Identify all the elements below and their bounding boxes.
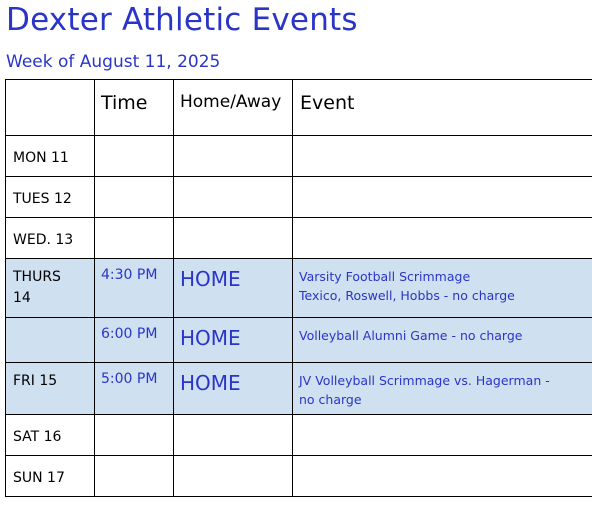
- page-title: Dexter Athletic Events: [6, 2, 358, 38]
- event-cell: Volleyball Alumni Game - no charge: [293, 318, 592, 363]
- event-title: Varsity Football Scrimmage: [299, 269, 471, 284]
- header-time: Time: [95, 80, 174, 136]
- event-cell: [293, 177, 592, 218]
- day-cell: MON 11: [6, 136, 95, 177]
- day-cell: SAT 16: [6, 415, 95, 456]
- time-cell: [95, 177, 174, 218]
- home-away-cell: [174, 177, 293, 218]
- day-cell: SUN 17: [6, 456, 95, 497]
- home-away-cell: HOME: [174, 318, 293, 363]
- event-detail: no charge: [299, 392, 362, 407]
- time-cell: 6:00 PM: [95, 318, 174, 363]
- home-away-cell: [174, 456, 293, 497]
- schedule-table: [5, 79, 592, 497]
- time-cell: 5:00 PM: [95, 363, 174, 415]
- event-cell: [293, 218, 592, 259]
- table-row-thurs: [6, 259, 592, 318]
- header-day: [6, 80, 95, 136]
- event-detail: Texico, Roswell, Hobbs - no charge: [299, 288, 515, 303]
- table-row-sat: [6, 415, 592, 456]
- day-cell: FRI 15: [6, 363, 95, 415]
- event-cell: [293, 259, 592, 318]
- table-row-thurs-2: [6, 318, 592, 363]
- header-event: Event: [293, 80, 592, 136]
- day-cell: WED. 13: [6, 218, 95, 259]
- event-cell: [293, 136, 592, 177]
- event-cell: [293, 415, 592, 456]
- event-cell: [293, 456, 592, 497]
- table-row-fri: [6, 363, 592, 415]
- table-row-wed: [6, 218, 592, 259]
- day-cell: [6, 318, 95, 363]
- table-row-sun: [6, 456, 592, 497]
- time-cell: [95, 136, 174, 177]
- home-away-cell: HOME: [174, 363, 293, 415]
- time-cell: [95, 415, 174, 456]
- home-away-cell: [174, 415, 293, 456]
- day-cell: TUES 12: [6, 177, 95, 218]
- home-away-cell: HOME: [174, 259, 293, 318]
- table-row-tues: [6, 177, 592, 218]
- event-cell: [293, 363, 592, 415]
- time-cell: [95, 218, 174, 259]
- day-cell: [6, 259, 95, 318]
- home-away-cell: [174, 218, 293, 259]
- home-away-cell: [174, 136, 293, 177]
- time-cell: 4:30 PM: [95, 259, 174, 318]
- day-number: 14: [13, 290, 31, 306]
- time-cell: [95, 456, 174, 497]
- event-title: JV Volleyball Scrimmage vs. Hagerman -: [299, 373, 550, 388]
- week-subtitle: Week of August 11, 2025: [6, 52, 221, 72]
- header-home-away: Home/Away: [174, 80, 293, 136]
- table-header-row: [6, 80, 592, 136]
- table-row-mon: [6, 136, 592, 177]
- day-name: THURS: [13, 269, 61, 285]
